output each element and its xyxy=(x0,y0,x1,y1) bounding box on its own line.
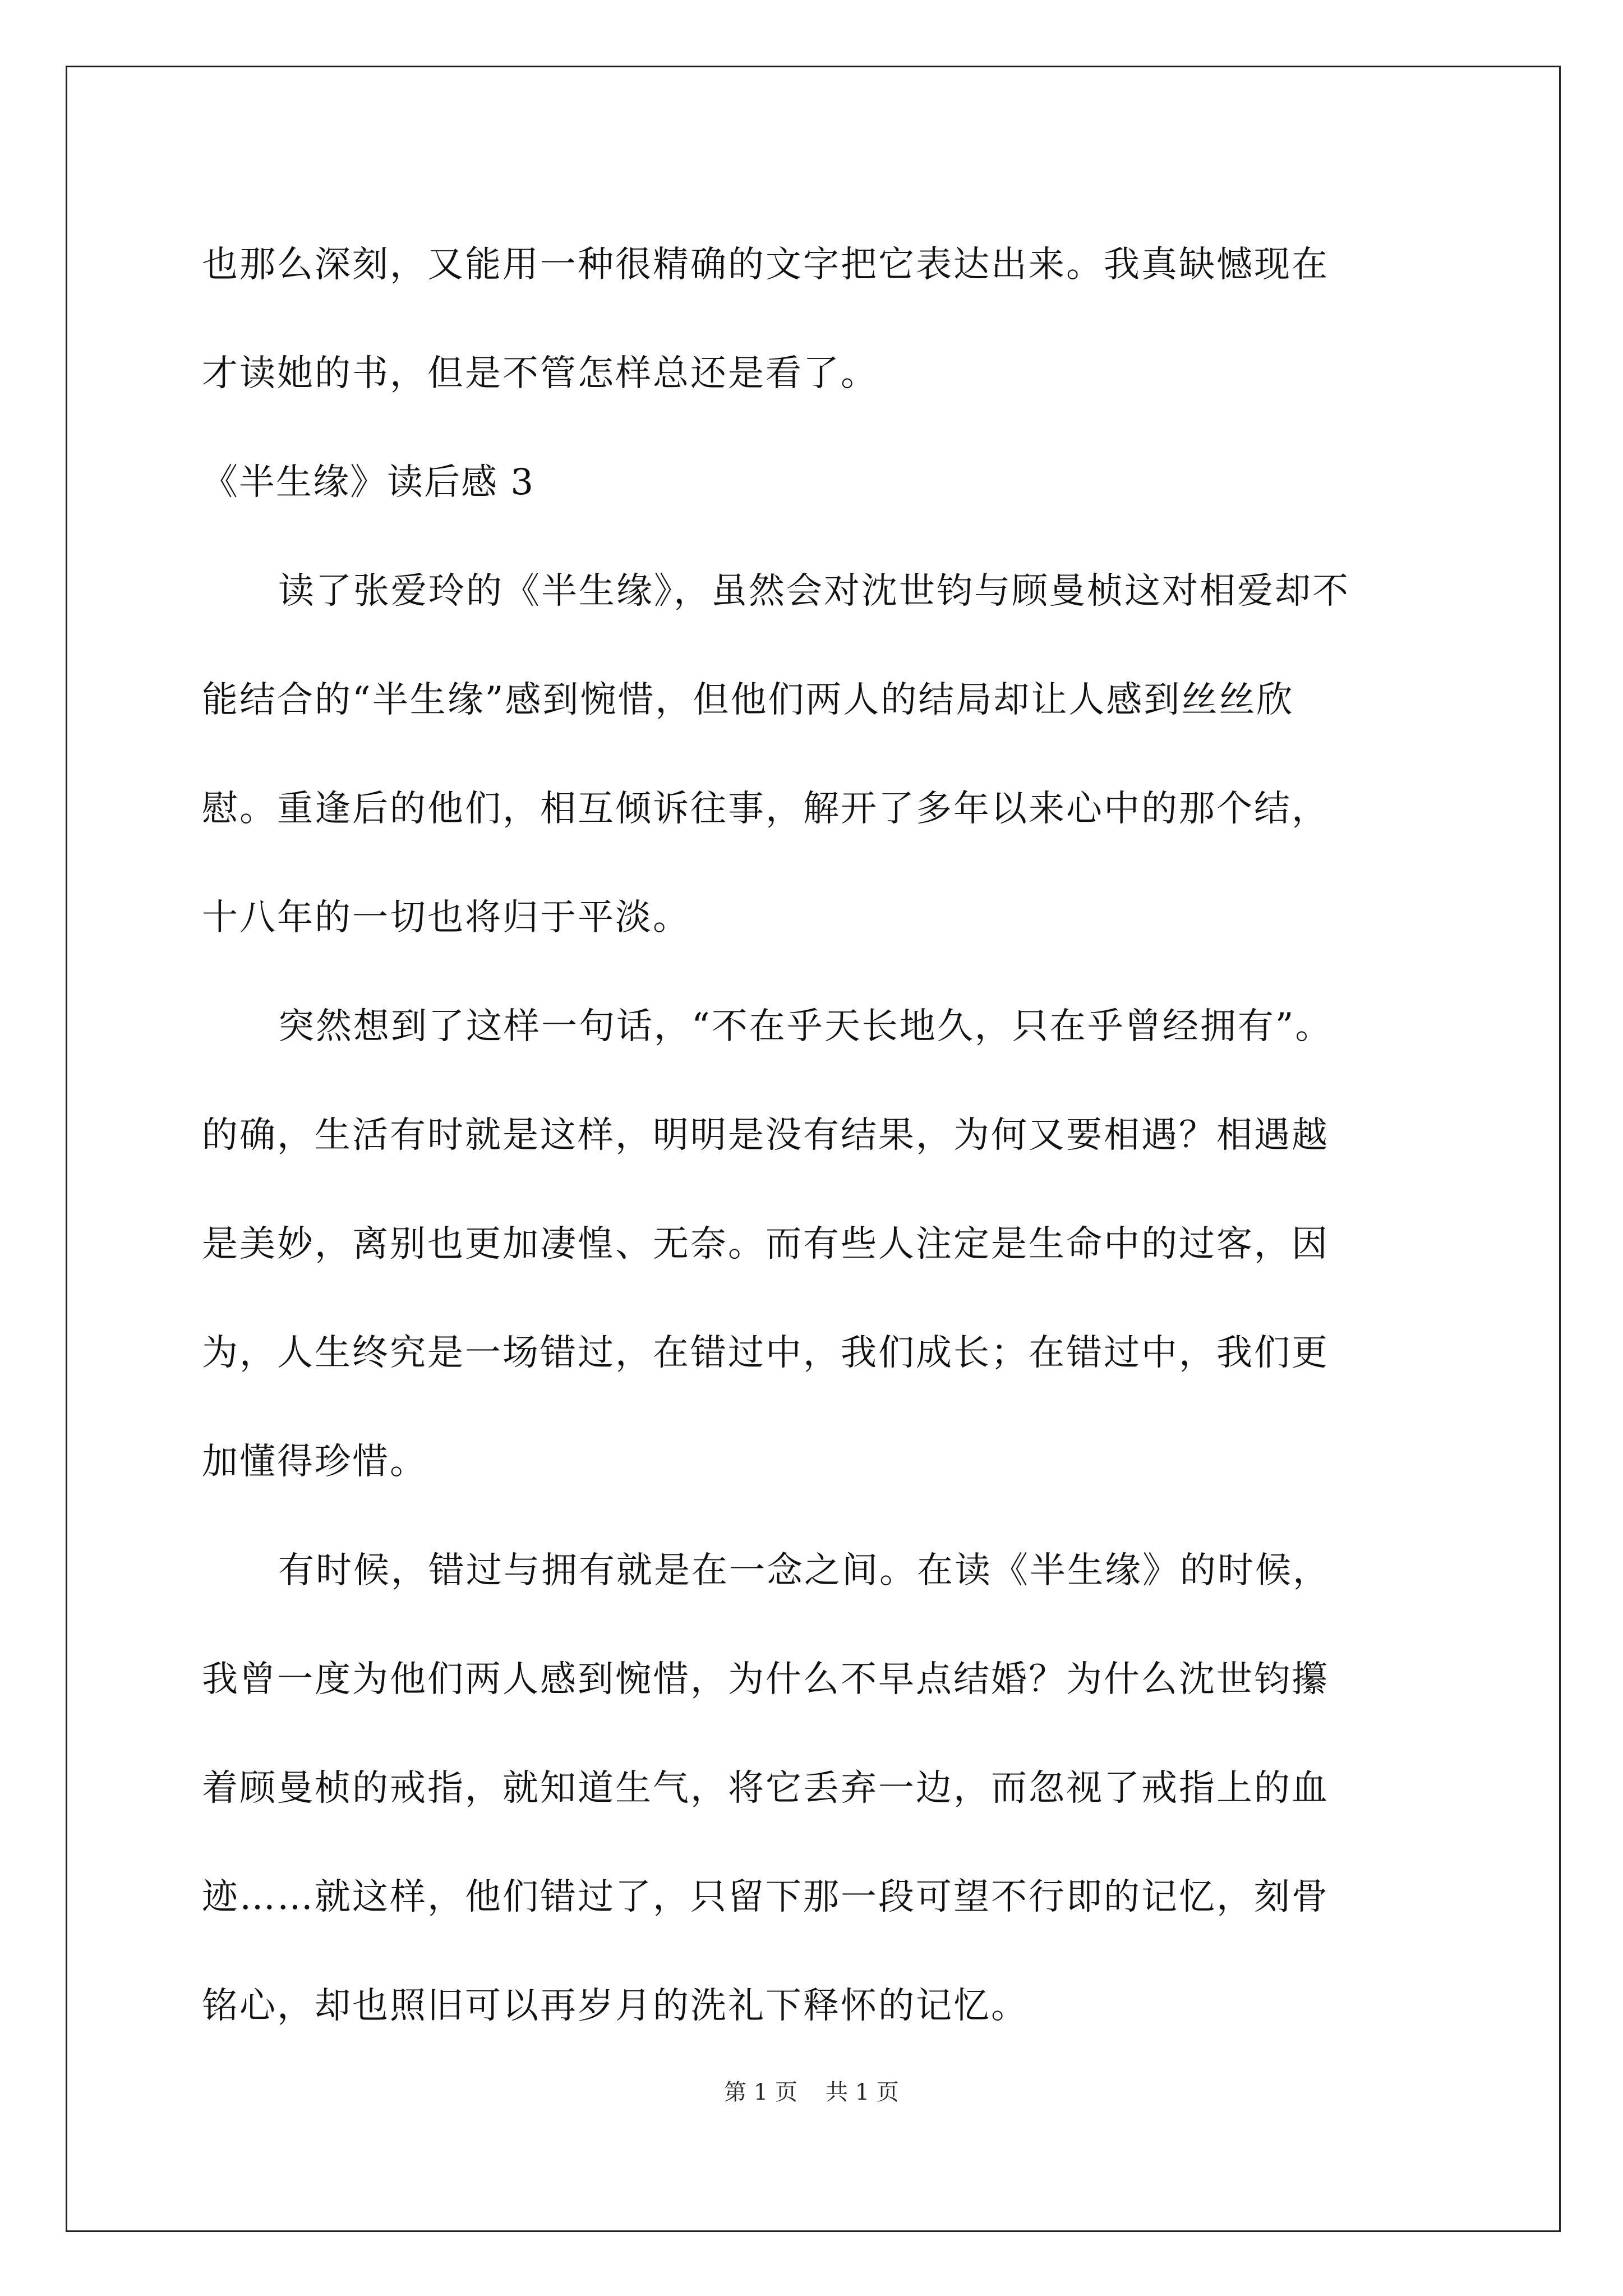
section-heading: 《半生缘》读后感 3 xyxy=(202,462,535,503)
paragraph-line: 铭心，却也照旧可以再岁月的洗礼下释怀的记忆。 xyxy=(202,1985,1029,2027)
page-number-total: 共 1 页 xyxy=(826,2079,899,2105)
paragraph-line: 着顾曼桢的戒指，就知道生气，将它丢弃一边，而忽视了戒指上的血 xyxy=(202,1768,1329,1809)
paragraph-line: 突然想到了这样一句话，“不在乎天长地久，只在乎曾经拥有”。 xyxy=(278,1006,1333,1047)
paragraph-line: 加懂得珍惜。 xyxy=(202,1441,427,1483)
paragraph-line: 的确，生活有时就是这样，明明是没有结果，为何又要相遇？相遇越 xyxy=(202,1115,1329,1156)
page-footer xyxy=(0,2076,1623,2109)
paragraph-line: 能结合的“半生缘”感到惋惜，但他们两人的结局却让人感到丝丝欣 xyxy=(202,679,1294,721)
paragraph-line: 读了张爱玲的《半生缘》，虽然会对沈世钧与顾曼桢这对相爱却不 xyxy=(278,570,1350,612)
paragraph-line: 有时候，错过与拥有就是在一念之间。在读《半生缘》的时候， xyxy=(278,1550,1330,1591)
paragraph-line: 我曾一度为他们两人感到惋惜，为什么不早点结婚？为什么沈世钧攥 xyxy=(202,1659,1329,1700)
paragraph-line: 也那么深刻，又能用一种很精确的文字把它表达出来。我真缺憾现在 xyxy=(202,244,1329,286)
paragraph-line: 慰。重逢后的他们，相互倾诉往事，解开了多年以来心中的那个结， xyxy=(202,788,1329,830)
paragraph-line: 才读她的书，但是不管怎样总还是看了。 xyxy=(202,353,878,394)
paragraph-line: 为，人生终究是一场错过，在错过中，我们成长；在错过中，我们更 xyxy=(202,1332,1329,1374)
page-number-current: 第 1 页 xyxy=(724,2079,797,2105)
paragraph-line: 十八年的一切也将归于平淡。 xyxy=(202,897,690,938)
paragraph-line: 迹……就这样，他们错过了，只留下那一段可望不行即的记忆，刻骨 xyxy=(202,1876,1329,1918)
paragraph-line: 是美妙，离别也更加凄惶、无奈。而有些人注定是生命中的过客，因 xyxy=(202,1223,1329,1265)
document-body xyxy=(202,210,1458,2060)
